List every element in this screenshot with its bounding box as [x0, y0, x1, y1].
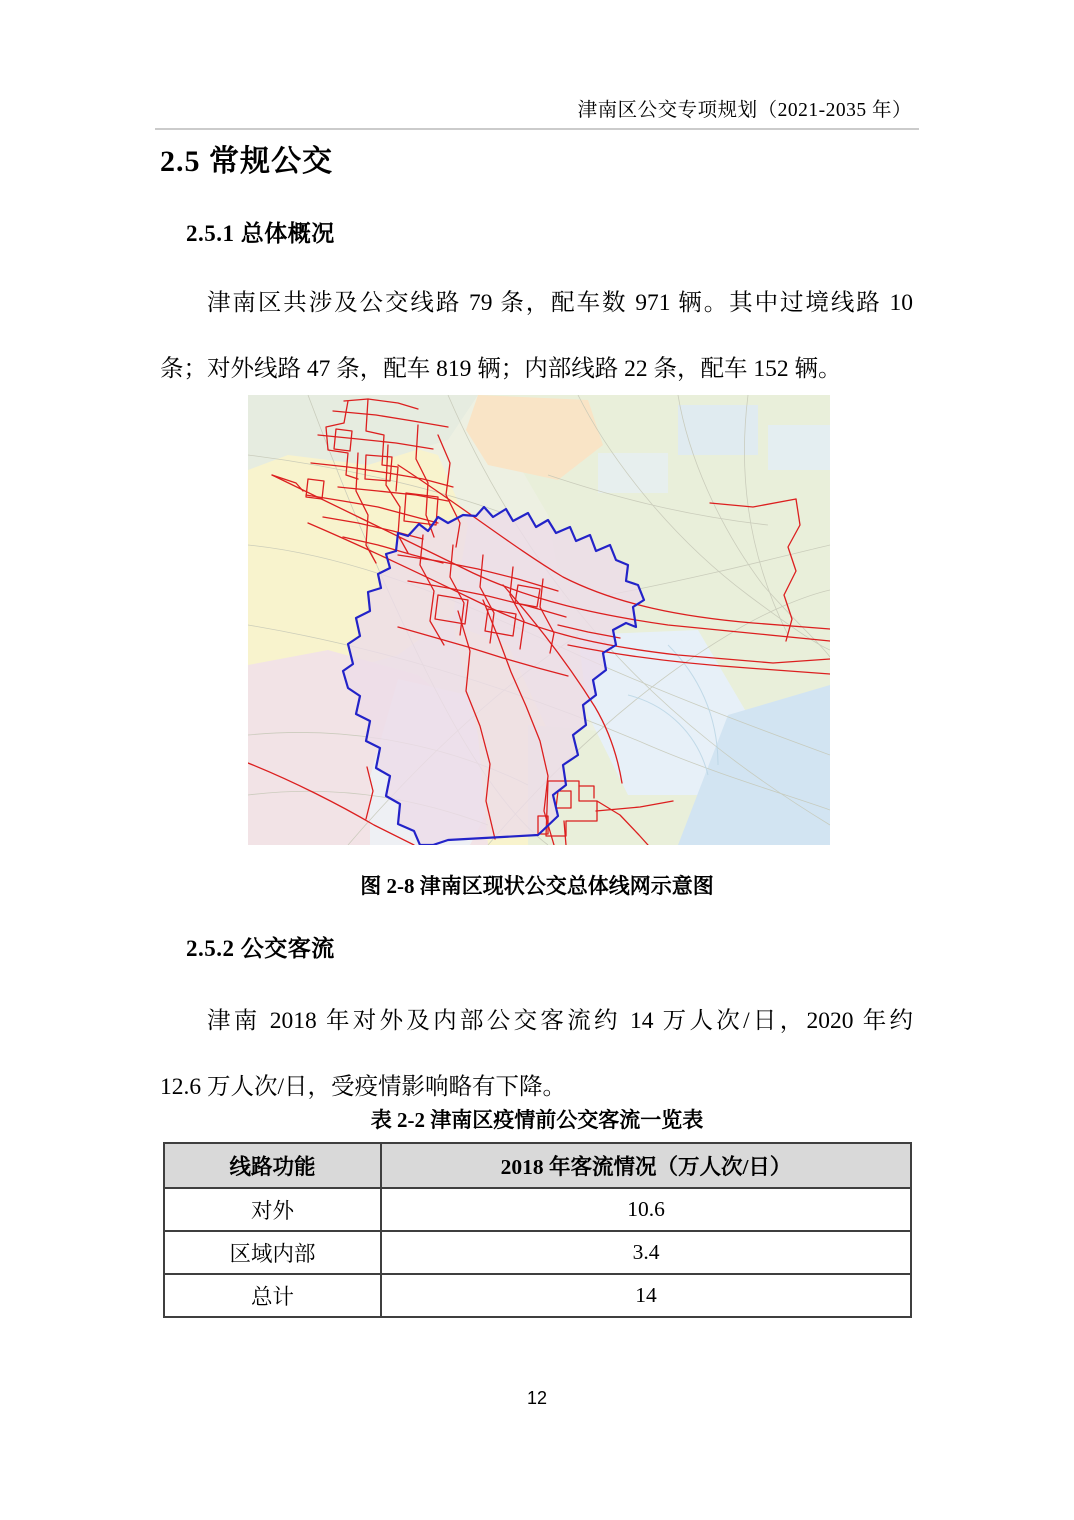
paragraph-line: 津南 2018 年对外及内部公交客流约 14 万人次/日，2020 年约 — [207, 1008, 913, 1034]
section-heading: 2.5 常规公交 — [160, 145, 333, 178]
table-cell: 对外 — [164, 1188, 381, 1231]
table-cell: 10.6 — [381, 1188, 911, 1231]
table-caption: 表 2-2 津南区疫情前公交客流一览表 — [370, 1108, 704, 1132]
ridership-table — [163, 1142, 912, 1318]
table-header-cell: 线路功能 — [164, 1143, 381, 1188]
subsection-heading-ridership: 2.5.2 公交客流 — [186, 936, 335, 961]
page-number: 12 — [526, 1388, 548, 1408]
bus-network-map — [248, 395, 830, 845]
table-row — [164, 1231, 911, 1274]
paragraph-line: 津南区共涉及公交线路 79 条，配车数 971 辆。其中过境线路 10 — [207, 290, 913, 316]
table-cell: 3.4 — [381, 1231, 911, 1274]
paragraph-line: 12.6 万人次/日，受疫情影响略有下降。 — [160, 1074, 567, 1100]
running-header-title: 津南区公交专项规划（2021-2035 年） — [577, 100, 912, 121]
figure-caption: 图 2-8 津南区现状公交总体线网示意图 — [360, 874, 714, 898]
table-header-cell: 2018 年客流情况（万人次/日） — [381, 1143, 911, 1188]
table-cell: 14 — [381, 1274, 911, 1317]
table-cell: 总计 — [164, 1274, 381, 1317]
ridership-paragraph — [160, 988, 913, 1120]
running-header — [160, 94, 912, 122]
table-row — [164, 1274, 911, 1317]
paragraph-line: 条；对外线路 47 条，配车 819 辆；内部线路 22 条，配车 152 辆。 — [160, 356, 842, 382]
subsection-heading-overview: 2.5.1 总体概况 — [186, 221, 335, 246]
table-row — [164, 1188, 911, 1231]
overview-paragraph — [160, 270, 913, 402]
header-divider — [155, 128, 919, 130]
table-cell: 区域内部 — [164, 1231, 381, 1274]
table-header-row — [164, 1143, 911, 1188]
bus-network-map-figure — [248, 395, 830, 845]
